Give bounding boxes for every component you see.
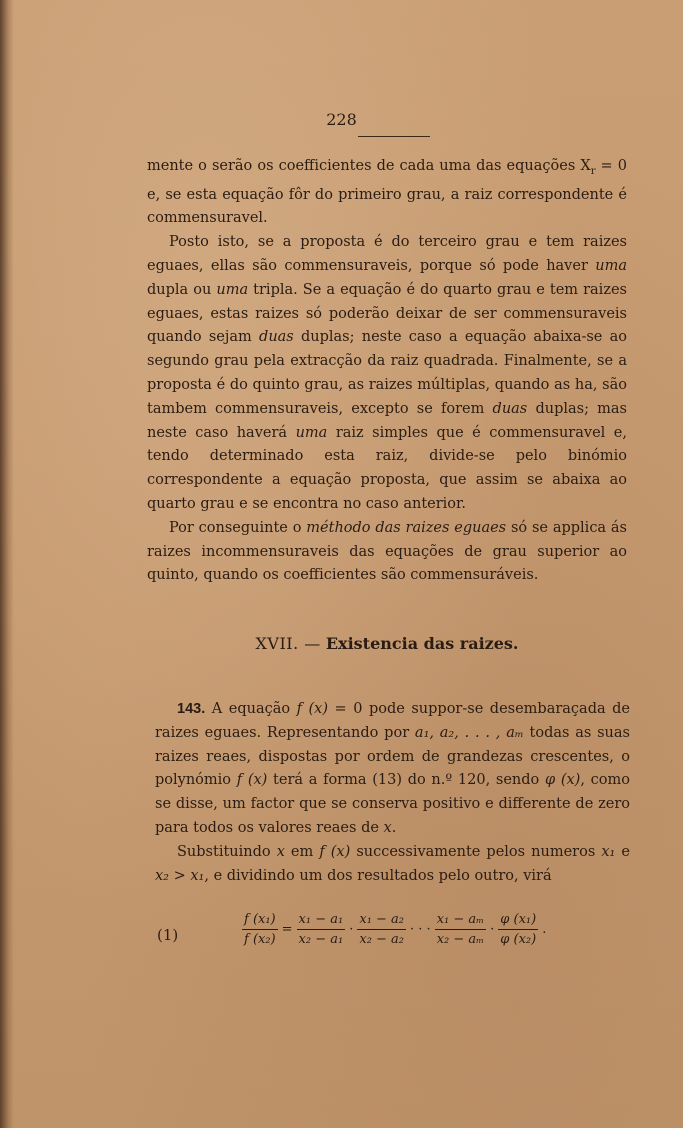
paragraph-5-math-fx: f (x): [319, 843, 351, 860]
paragraph-5-text-2: em: [284, 843, 320, 860]
fraction-4-numerator: φ (x₁): [498, 910, 538, 930]
paragraph-1-equals: = 0: [595, 158, 627, 174]
paragraph-5-text-3: successivamente pelos numeros: [350, 843, 602, 860]
paragraph-1-subscript: r: [590, 165, 596, 177]
paragraph-4-math-x: x: [383, 819, 392, 836]
section-number: XVII. —: [255, 634, 321, 653]
fraction-lhs-numerator: f (x₁): [242, 910, 278, 930]
fraction-1-denominator: x₂ − a₁: [298, 932, 344, 947]
equation-body: [240, 910, 548, 949]
fraction-lhs-denominator: f (x₂): [244, 932, 276, 947]
equation-1: [155, 910, 630, 964]
paragraph-substituindo: [155, 841, 630, 889]
paragraph-4-text-2: = 0 pode suppor-se desembaraçada de raizes eguaes. Representando por: [155, 701, 631, 741]
paragraph-2-text-1: Posto isto, se a proposta é do terceiro grau e tem raizes eguaes, ellas são commensuraveis, porque só pode haver: [147, 234, 627, 275]
fraction-1-numerator: x₁ − a₁: [297, 910, 346, 930]
text-block-top: [147, 155, 627, 588]
multiply-dot-1: ·: [349, 922, 354, 937]
paragraph-2-emphasis-1: uma: [595, 258, 627, 275]
paragraph-4-text-4: terá a forma (13) do n.º 120, sendo: [267, 772, 545, 789]
paragraph-1-rest: e, se esta equação fôr do primeiro grau, a raiz correspondente é commensuravel.: [147, 186, 627, 227]
page-edge-shadow: [0, 0, 14, 1128]
paragraph-posto-isto: [147, 231, 627, 517]
equals-sign: =: [281, 922, 293, 937]
fraction-1: [297, 910, 346, 949]
page-number-rule: [358, 136, 430, 137]
fraction-4-denominator: φ (x₂): [500, 932, 537, 947]
paragraph-1-text: mente o serão os coefficientes de cada uma das equações X: [147, 158, 591, 174]
paragraph-3-text-2: só se applica ás raizes incommensuraveis das equações de grau superior ao quinto, quando os coefficientes são commensuráveis.: [147, 519, 627, 584]
fraction-3: [435, 910, 486, 949]
ellipsis-dots: · · ·: [410, 922, 431, 937]
paragraph-5-text-4: e: [615, 843, 630, 860]
fraction-3-denominator: x₂ − aₘ: [436, 932, 485, 947]
fraction-3-numerator: x₁ − aₘ: [435, 910, 486, 930]
paragraph-2-text-6: raiz simples que é commensuravel e, tendo determinado esta raiz, divide-se pelo binómio correspondente a equação proposta, que assim se abaixa ao quarto grau e se encontra no caso anterior.: [147, 424, 627, 513]
multiply-dot-2: ·: [490, 922, 495, 937]
paragraph-4-math-fx: f (x): [296, 701, 329, 717]
fraction-2-numerator: x₁ − a₂: [357, 910, 406, 930]
page-number: 228: [326, 110, 357, 129]
paragraph-5-text-1: Substituindo: [177, 843, 277, 860]
paragraph-por-conseguinte: [147, 517, 627, 588]
paragraph-3-emphasis: méthodo das raizes eguaes: [306, 519, 507, 536]
paragraph-5-math-x1: x₁: [601, 843, 616, 860]
paragraph-4-math-phi: φ (x): [544, 772, 581, 789]
paragraph-4-text-5: , como se disse, um factor que se conserva positivo e differente de zero para todos os valores reaes de: [155, 772, 630, 836]
fraction-2: [357, 910, 406, 949]
paragraph-143: [155, 698, 630, 841]
paragraph-5-math-inequality: x₂ > x₁: [155, 867, 205, 884]
paragraph-4-text-3: todas as suas raizes reaes, dispostas por ordem de grandezas crescentes, o polynómio: [155, 724, 630, 789]
fraction-4: [498, 910, 538, 949]
paragraph-2-text-2: dupla ou: [147, 281, 217, 298]
paragraph-2-emphasis-3: duas: [259, 329, 294, 346]
section-heading: [147, 634, 627, 653]
equation-period: .: [542, 922, 547, 937]
paragraph-3-text-1: Por conseguinte o: [169, 519, 307, 536]
paragraph-2-emphasis-2: uma: [216, 281, 249, 298]
fraction-lhs: [242, 910, 278, 949]
equation-label: (1): [157, 926, 179, 944]
paragraph-continuation: [147, 155, 627, 231]
paragraph-5-math-x: x: [276, 843, 285, 860]
paragraph-2-text-3: tripla. Se a equação é do quarto grau e tem raizes eguaes, estas raizes só poderão deixar de ser commensuraveis quando sejam: [147, 281, 627, 346]
paragraph-4-text-6: .: [391, 819, 397, 836]
paragraph-2-emphasis-5: uma: [295, 424, 328, 441]
paragraph-2-text-4: duplas; neste caso a equação abaixa-se ao segundo grau pela extracção da raiz quadrada. Finalmente, se a proposta é do quinto grau, as raizes múltiplas, quando as ha, são tambem commensuraveis, excepto se forem: [147, 329, 628, 417]
fraction-2-denominator: x₂ − a₂: [359, 932, 405, 947]
text-block-bottom: [155, 698, 630, 888]
paragraph-4-math-fx-2: f (x): [236, 772, 268, 789]
paragraph-4-text-1: A equação: [205, 701, 297, 717]
paragraph-2-text-5: duplas; mas neste caso haverá: [147, 400, 627, 441]
paragraph-number: 143.: [177, 701, 206, 717]
paragraph-5-text-5: , e dividindo um dos resultados pelo outro, virá: [204, 867, 552, 884]
paragraph-2-emphasis-4: duas: [492, 400, 528, 417]
section-title: Existencia das raizes.: [325, 634, 519, 653]
paragraph-4-math-roots: a₁, a₂, . . . , aₘ: [414, 724, 524, 741]
